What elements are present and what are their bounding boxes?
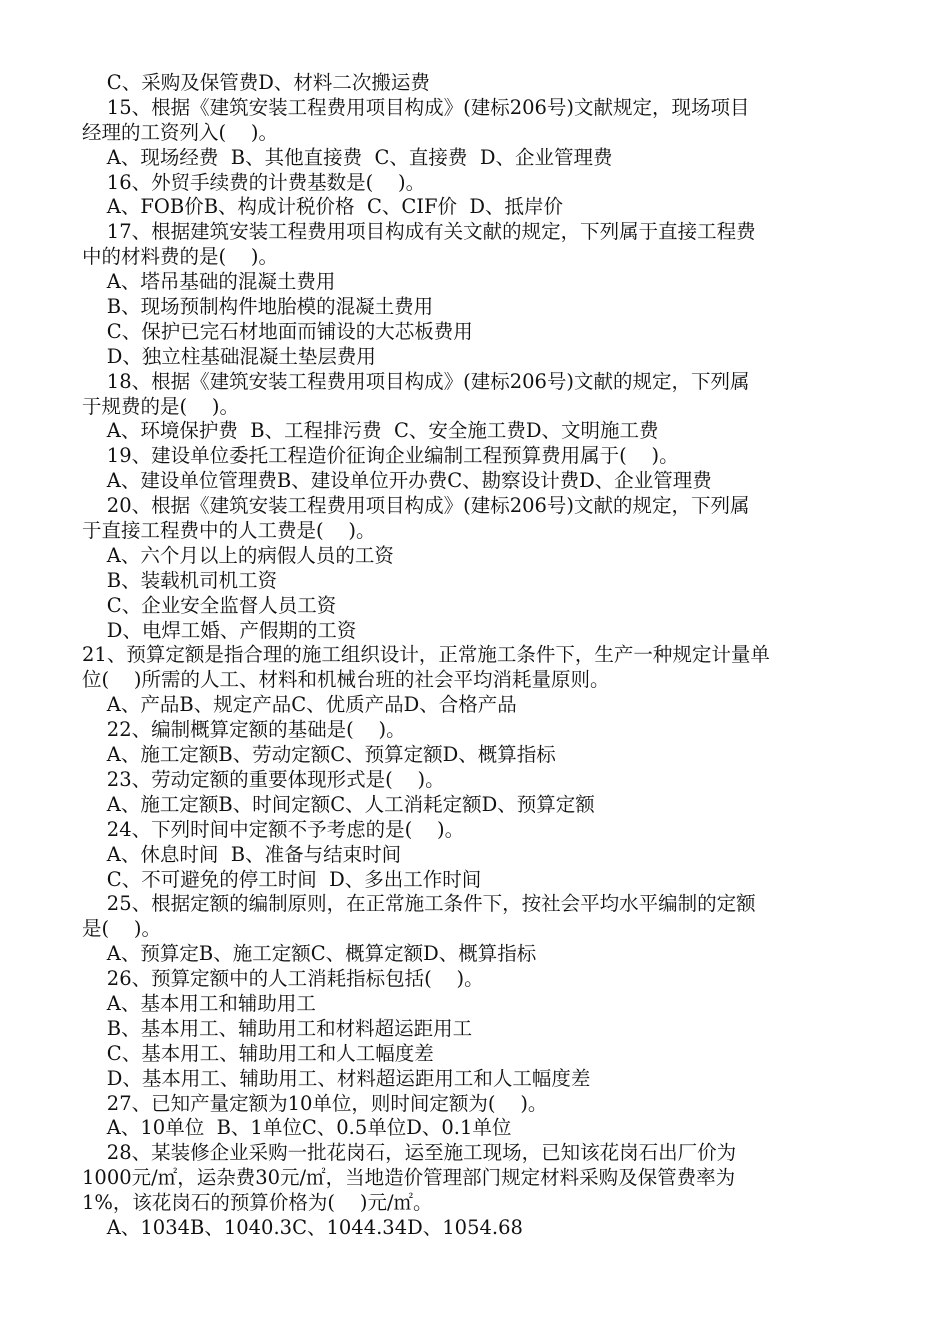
question-25-line-2: 是( )。 xyxy=(82,917,162,941)
question-27: 27、已知产量定额为10单位，则时间定额为( )。 xyxy=(82,1091,548,1115)
question-23: 23、劳动定额的重要体现形式是( )。 xyxy=(82,767,445,791)
question-28-line-2: 1000元/㎡，运杂费30元/㎡，当地造价管理部门规定材料采购及保管费率为 xyxy=(82,1166,736,1190)
question-24-options-ab: A、休息时间 B、准备与结束时间 xyxy=(82,842,402,866)
document-body xyxy=(82,71,872,1241)
question-20-option-b: B、装载机司机工资 xyxy=(82,568,278,592)
question-20-line-2: 于直接工程费中的人工费是( )。 xyxy=(82,519,376,543)
option-line: C、采购及保管费D、材料二次搬运费 xyxy=(82,71,430,94)
question-15-line-1: 15、根据《建筑安装工程费用项目构成》(建标206号)文献规定，现场项目 xyxy=(82,95,750,119)
question-28-line-3: 1%，该花岗石的预算价格为( )元/㎡。 xyxy=(82,1191,433,1215)
question-26: 26、预算定额中的人工消耗指标包括( )。 xyxy=(82,967,484,991)
question-17-option-b: B、现场预制构件地胎模的混凝土费用 xyxy=(82,295,434,319)
question-21-options: A、产品B、规定产品C、优质产品D、合格产品 xyxy=(82,693,517,717)
question-26-option-c: C、基本用工、辅助用工和人工幅度差 xyxy=(82,1041,434,1065)
question-21-line-1: 21、预算定额是指合理的施工组织设计，正常施工条件下，生产一种规定计量单 xyxy=(82,643,770,667)
question-24: 24、下列时间中定额不予考虑的是( )。 xyxy=(82,817,465,841)
question-22: 22、编制概算定额的基础是( )。 xyxy=(82,718,406,742)
question-17-option-a: A、塔吊基础的混凝土费用 xyxy=(82,270,336,294)
question-20-line-1: 20、根据《建筑安装工程费用项目构成》(建标206号)文献的规定，下列属 xyxy=(82,494,750,518)
question-19: 19、建设单位委托工程造价征询企业编制工程预算费用属于( )。 xyxy=(82,444,679,468)
question-17-line-2: 中的材料费的是( )。 xyxy=(82,245,279,269)
question-17-option-c: C、保护已完石材地面而铺设的大芯板费用 xyxy=(82,319,473,343)
question-20-option-d: D、电焊工婚、产假期的工资 xyxy=(82,618,357,642)
question-26-option-d: D、基本用工、辅助用工、材料超运距用工和人工幅度差 xyxy=(82,1066,591,1090)
question-23-options: A、施工定额B、时间定额C、人工消耗定额D、预算定额 xyxy=(82,792,595,816)
question-15-options: A、现场经费 B、其他直接费 C、直接费 D、企业管理费 xyxy=(82,145,613,169)
question-24-options-cd: C、不可避免的停工时间 D、多出工作时间 xyxy=(82,867,482,891)
question-25-line-1: 25、根据定额的编制原则，在正常施工条件下，按社会平均水平编制的定额 xyxy=(82,892,756,916)
question-17-line-1: 17、根据建筑安装工程费用项目构成有关文献的规定，下列属于直接工程费 xyxy=(82,220,756,244)
question-28-line-1: 28、某装修企业采购一批花岗石，运至施工现场，已知该花岗石出厂价为 xyxy=(82,1141,737,1165)
question-18-line-1: 18、根据《建筑安装工程费用项目构成》(建标206号)文献的规定，下列属 xyxy=(82,369,750,393)
question-18-options: A、环境保护费 B、工程排污费 C、安全施工费D、文明施工费 xyxy=(82,419,659,443)
question-20-option-a: A、六个月以上的病假人员的工资 xyxy=(82,543,394,567)
question-28-options: A、1034B、1040.3C、1044.34D、1054.68 xyxy=(82,1215,523,1239)
question-25-options: A、预算定B、施工定额C、概算定额D、概算指标 xyxy=(82,942,537,966)
question-18-line-2: 于规费的是( )。 xyxy=(82,394,240,418)
question-26-option-a: A、基本用工和辅助用工 xyxy=(82,991,316,1015)
question-26-option-b: B、基本用工、辅助用工和材料超运距用工 xyxy=(82,1016,473,1040)
question-17-option-d: D、独立柱基础混凝土垫层费用 xyxy=(82,344,376,368)
question-15-line-2: 经理的工资列入( )。 xyxy=(82,120,279,144)
question-22-options: A、施工定额B、劳动定额C、预算定额D、概算指标 xyxy=(82,743,556,767)
question-20-option-c: C、企业安全监督人员工资 xyxy=(82,593,337,617)
question-16-options: A、FOB价B、构成计税价格 C、CIF价 D、抵岸价 xyxy=(82,195,564,219)
question-21-line-2: 位( )所需的人工、材料和机械台班的社会平均消耗量原则。 xyxy=(82,668,610,692)
question-27-options: A、10单位 B、1单位C、0.5单位D、0.1单位 xyxy=(82,1116,512,1140)
question-16: 16、外贸手续费的计费基数是( )。 xyxy=(82,170,426,194)
question-19-options: A、建设单位管理费B、建设单位开办费C、勘察设计费D、企业管理费 xyxy=(82,469,712,493)
